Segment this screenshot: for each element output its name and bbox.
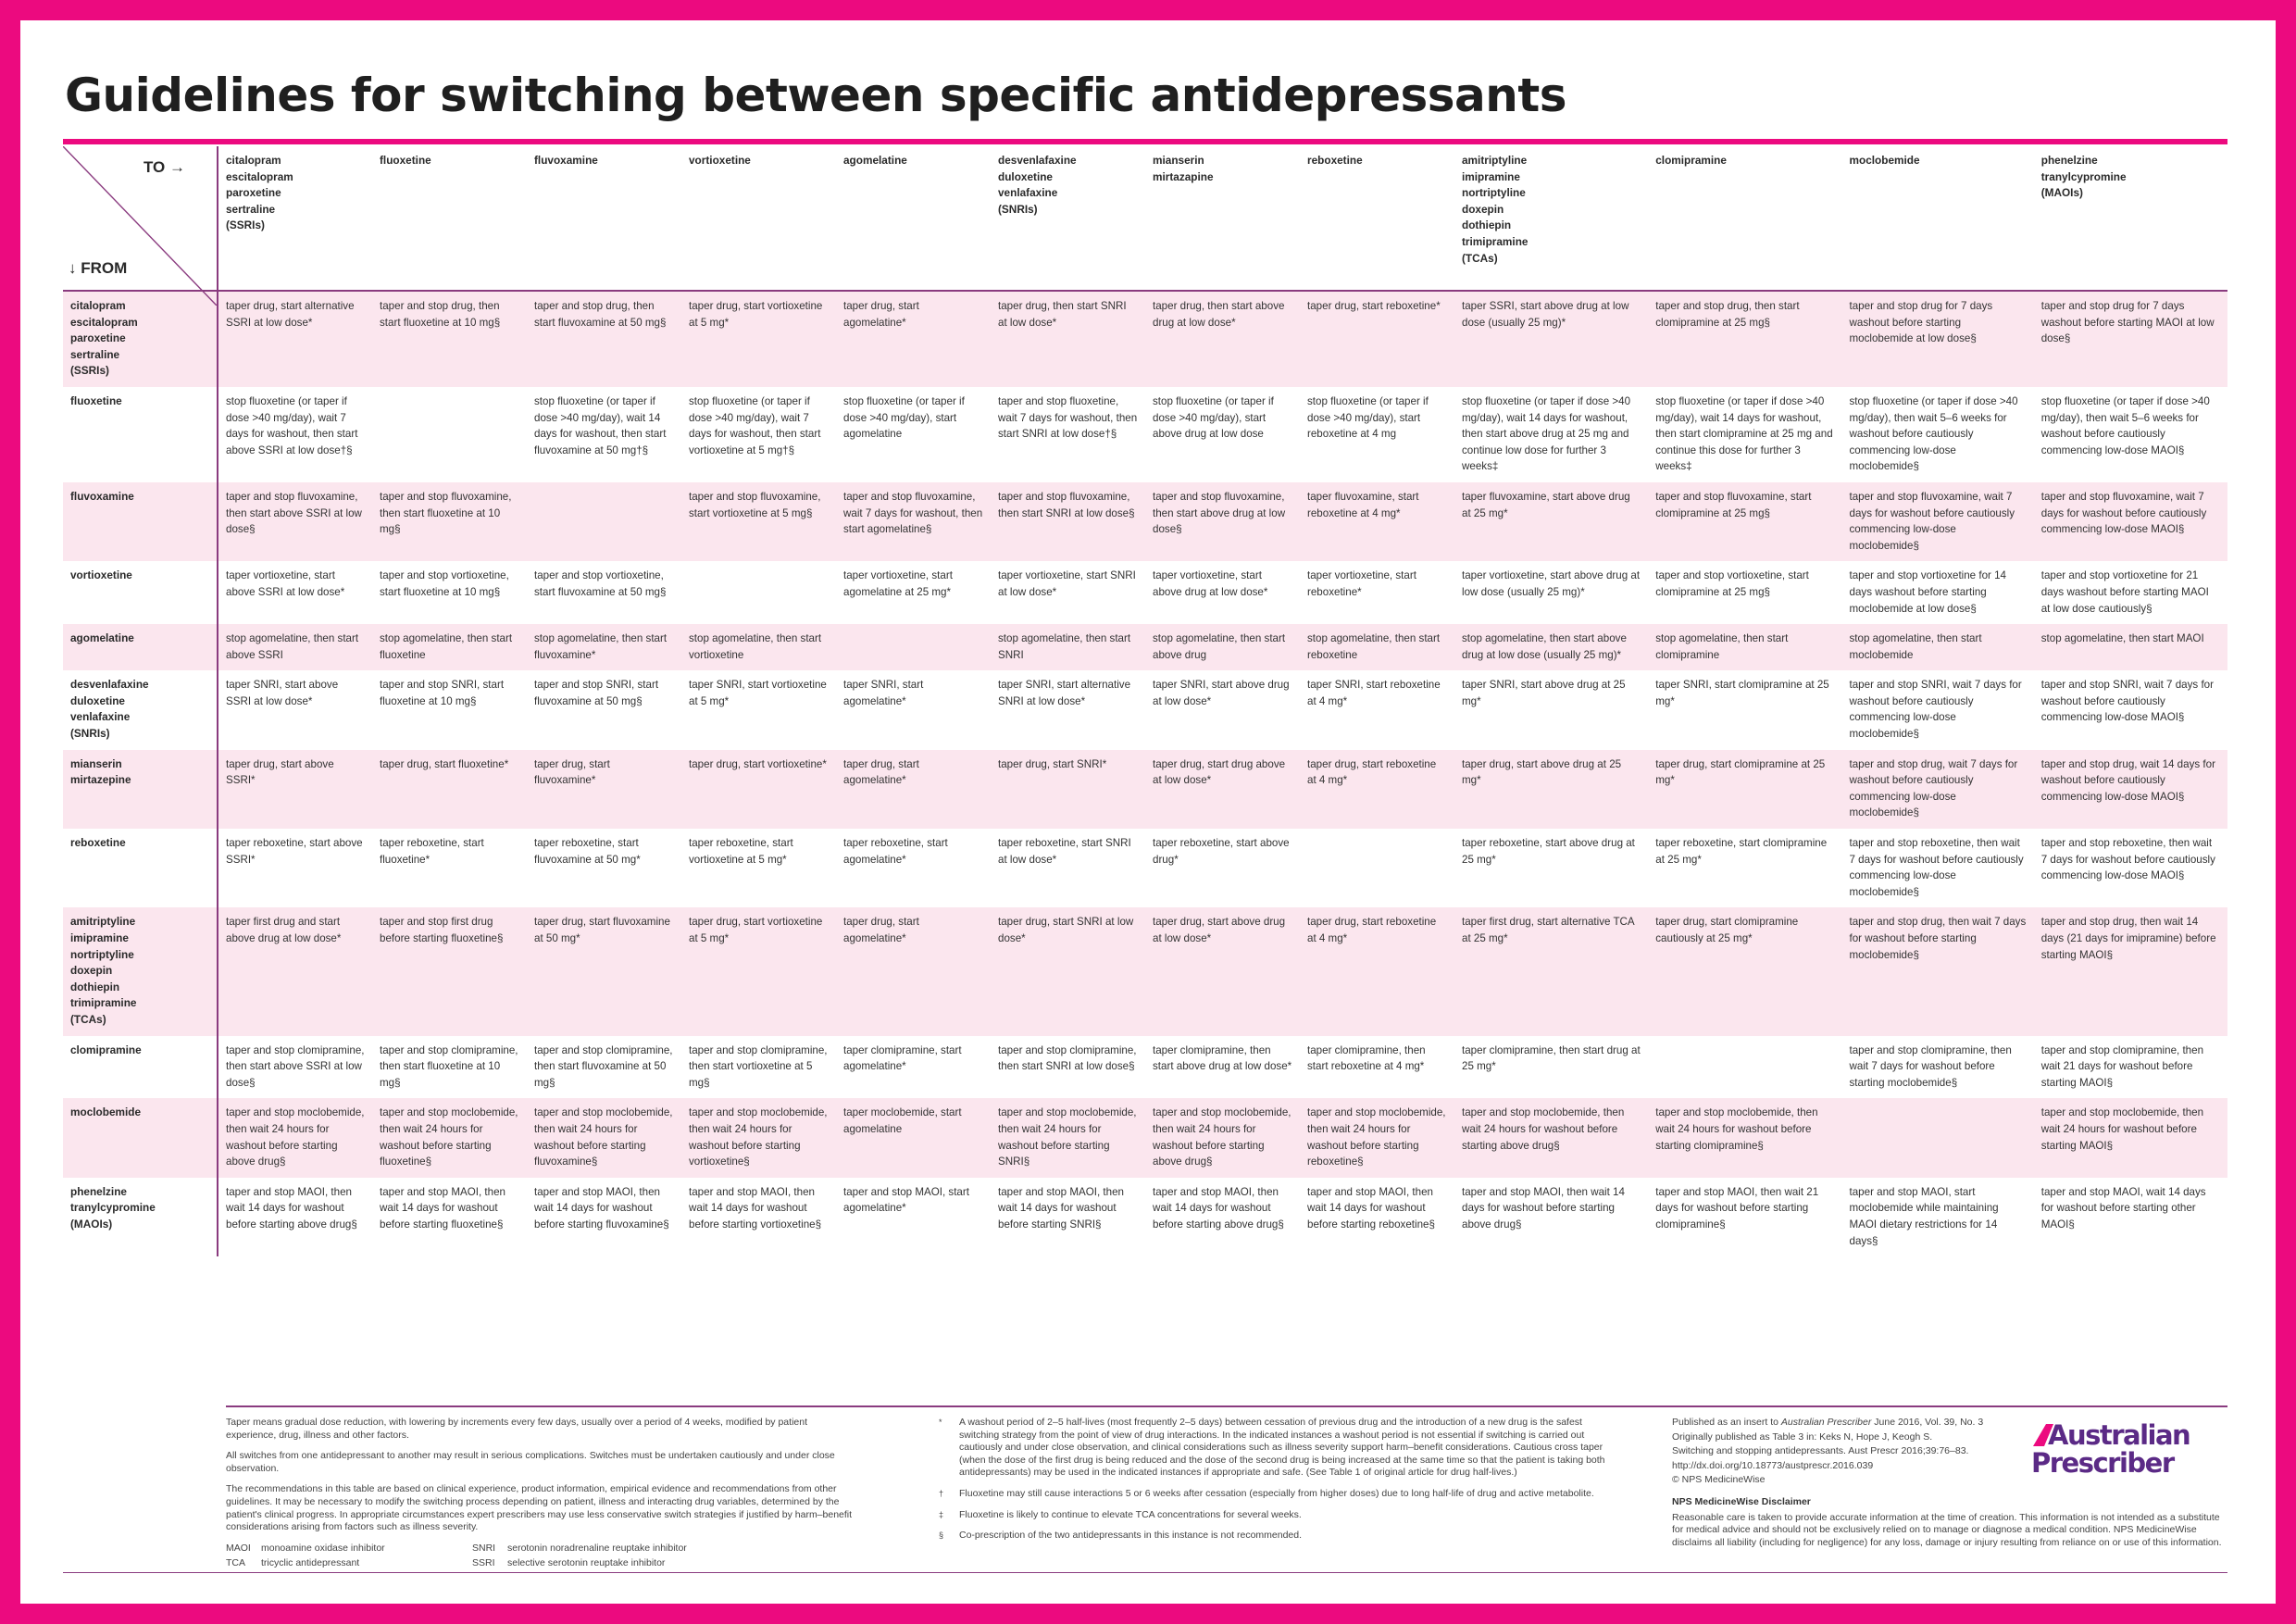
- disclaimer-text: Reasonable care is taken to provide accurate information at the time of creation. This information is not intended as a substitute for medical advice and should not be exclusively relied on to manage or diagnose a medical condition. NPS MedicineWise disclaims all liability (including for negligence) for any loss, damage or injury resulting from reliance on or use of this information.: [1672, 1511, 2222, 1548]
- table-cell: taper drug, start above SSRI*: [218, 750, 372, 829]
- column-header-line: citalopram: [226, 154, 281, 167]
- column-header-line: duloxetine: [998, 169, 1053, 183]
- switching-table: [63, 146, 2227, 1256]
- table-cell: taper and stop moclobemide, then wait 24 hours for washout before starting clomipramine§: [1648, 1098, 1841, 1177]
- row-header-line: vortioxetine: [70, 568, 132, 582]
- abbreviation-list: [226, 1543, 855, 1570]
- column-header-line: imipramine: [1462, 169, 1520, 183]
- table-cell: taper drug, start fluvoxamine at 50 mg*: [527, 907, 681, 1035]
- table-cell: taper and stop MAOI, then wait 14 days for washout before starting above drug§: [226, 1185, 357, 1230]
- table-cell: taper drug, start agomelatine*: [836, 907, 991, 1035]
- column-header: [836, 146, 991, 291]
- table-cell: taper and stop reboxetine, then wait 7 days for washout before cautiously commencing low-dose moclobemide§: [1849, 837, 2024, 898]
- table-cell: taper and stop drug, wait 7 days for washout before cautiously commencing low-dose moclobemide§: [1842, 750, 2034, 829]
- table-cell: taper drug, start above drug at 25 mg*: [1454, 750, 1648, 829]
- column-header-line: escitalopram: [226, 169, 293, 183]
- table-cell: taper drug, start clomipramine cautiously at 25 mg*: [1648, 907, 1841, 1035]
- table-row: [63, 750, 2227, 829]
- row-header-line: sertraline: [70, 347, 120, 361]
- table-cell: stop agomelatine, then start fluoxetine: [372, 624, 527, 670]
- table-cell: taper and stop fluoxetine, wait 7 days for washout, then start SNRI at low dose†§: [998, 394, 1138, 441]
- table-cell: taper and stop fluvoxamine, then start SNRI at low dose§: [991, 482, 1145, 561]
- row-header-line: imipramine: [70, 931, 129, 944]
- table-cell: taper drug, start agomelatine*: [836, 750, 991, 829]
- table-cell: stop fluoxetine (or taper if dose >40 mg/day), then wait 5–6 weeks for washout before cautiously commencing low-dose moclobemide§: [1849, 394, 2018, 473]
- table-cell: taper and stop SNRI, start fluvoxamine at 50 mg§: [534, 679, 659, 707]
- table-cell: taper drug, start SNRI*: [991, 750, 1145, 829]
- doi-link[interactable]: http://dx.doi.org/10.18773/austprescr.2016.039: [1672, 1459, 1874, 1471]
- table-cell: taper first drug, start alternative TCA at 25 mg*: [1454, 907, 1648, 1035]
- table-cell: taper reboxetine, start above drug at 25 mg*: [1462, 837, 1635, 866]
- table-cell: taper SNRI, start above drug at low dose*: [1153, 679, 1290, 707]
- abbr-term: TCA: [226, 1557, 245, 1569]
- footnote-text: Fluoxetine is likely to continue to elevate TCA concentrations for several weeks.: [959, 1508, 1302, 1520]
- footnotes-block: [939, 1417, 1605, 1551]
- abbr-term: SNRI: [472, 1542, 496, 1554]
- table-cell: taper and stop SNRI, start fluoxetine at 10 mg§: [380, 679, 505, 707]
- australian-prescriber-logo: [2029, 1418, 2229, 1478]
- table-cell: taper drug, start reboxetine at 4 mg*: [1300, 907, 1454, 1035]
- row-header-line: reboxetine: [70, 836, 126, 850]
- corner-diagonal: [63, 146, 217, 306]
- table-cell: taper fluvoxamine, start reboxetine at 4 mg*: [1300, 482, 1454, 561]
- row-header-line: mirtazepine: [70, 773, 131, 787]
- table-cell: taper drug, then start SNRI at low dose*: [991, 291, 1145, 387]
- row-header-line: dothiepin: [70, 980, 120, 993]
- column-header-line: paroxetine: [226, 186, 281, 200]
- table-cell: taper vortioxetine, start reboxetine*: [1307, 569, 1416, 598]
- table-cell: taper drug, start fluvoxamine*: [527, 750, 681, 829]
- table-row: [63, 482, 2227, 561]
- table-cell: taper and stop fluvoxamine, start clomipramine at 25 mg§: [1648, 482, 1841, 561]
- column-header-line: clomipramine: [1655, 154, 1727, 167]
- row-header-line: mianserin: [70, 756, 122, 770]
- table-cell: taper and stop MAOI, then wait 14 days for washout before starting SNRI§: [998, 1185, 1124, 1230]
- row-header-line: desvenlafaxine: [70, 678, 149, 692]
- table-body: [63, 291, 2227, 1256]
- table-cell: stop agomelatine, then start above drug at low dose (usually 25 mg)*: [1454, 624, 1648, 670]
- table-cell: taper and stop moclobemide, then wait 24 hours for washout before starting above drug§: [218, 1098, 372, 1177]
- row-header-line: tranylcypromine: [70, 1201, 156, 1215]
- row-header-line: doxepin: [70, 964, 113, 978]
- table-cell: taper drug, start SNRI at low dose*: [991, 907, 1145, 1035]
- table-cell: stop fluoxetine (or taper if dose >40 mg/day), wait 14 days for washout, then start fluvoxamine at 50 mg†§: [534, 394, 667, 456]
- abbr-def: monoamine oxidase inhibitor: [261, 1542, 385, 1554]
- table-cell: taper reboxetine, start agomelatine*: [843, 837, 948, 866]
- table-cell: taper and stop moclobemide, then wait 24 hours for washout before starting vortioxetine§: [681, 1098, 836, 1177]
- column-header: [372, 146, 527, 291]
- row-header-line: fluvoxamine: [70, 489, 134, 503]
- table-cell: taper and stop moclobemide, then wait 24 hours for washout before starting MAOI§: [2034, 1098, 2227, 1177]
- publication-line: [1672, 1417, 1987, 1430]
- table-row: [63, 291, 2227, 387]
- table-cell: taper fluvoxamine, start above drug at 25 mg*: [1454, 482, 1648, 561]
- table-cell: taper and stop vortioxetine, start clomipramine at 25 mg§: [1655, 569, 1809, 598]
- table-cell: stop fluoxetine (or taper if dose >40 mg/day), wait 14 days for washout, then start above drug at 25 mg and continue low dose for further 3 weeks‡: [1462, 394, 1631, 473]
- table-cell: taper drug, start reboxetine*: [1300, 291, 1454, 387]
- table-cell: taper and stop fluvoxamine, wait 7 days for washout before cautiously commencing low-dose MAOI§: [2034, 482, 2227, 561]
- table-cell: [1842, 1098, 2034, 1177]
- table-cell: stop agomelatine, then start fluvoxamine*: [527, 624, 681, 670]
- column-header-line: dothiepin: [1462, 219, 1512, 232]
- column-header-line: moclobemide: [1849, 154, 1920, 167]
- row-header: [63, 1178, 218, 1256]
- table-cell: stop fluoxetine (or taper if dose >40 mg/day), start above drug at low dose: [1153, 394, 1274, 441]
- table-cell: stop agomelatine, then start above SSRI: [218, 624, 372, 670]
- row-header-line: trimipramine: [70, 996, 137, 1010]
- table-cell: stop fluoxetine (or taper if dose >40 mg/day), start reboxetine at 4 mg: [1307, 394, 1429, 441]
- table-cell: taper and stop moclobemide, then wait 24 hours for washout before starting reboxetine§: [1300, 1098, 1454, 1177]
- table-cell: taper and stop MAOI, then wait 14 days for washout before starting reboxetine§: [1307, 1185, 1435, 1230]
- publication-text: June 2016, Vol. 39, No. 3: [1871, 1417, 1984, 1428]
- table-cell: taper and stop vortioxetine, start fluvoxamine at 50 mg§: [534, 569, 667, 598]
- column-header-line: fluoxetine: [380, 154, 431, 167]
- row-header-line: phenelzine: [70, 1184, 127, 1198]
- table-cell: taper first drug and start above drug at low dose*: [218, 907, 372, 1035]
- row-header-line: fluoxetine: [70, 394, 122, 407]
- page-title: Guidelines for switching between specific antidepressants: [65, 69, 1567, 122]
- table-cell: taper and stop vortioxetine for 21 days washout before starting MAOI at low dose cautiously§: [2040, 569, 2209, 615]
- table-cell: [372, 387, 527, 482]
- title-rule: [63, 139, 2227, 144]
- header-row: [63, 146, 2227, 291]
- table-cell: stop fluoxetine (or taper if dose >40 mg/day), wait 14 days for washout, then start clomipramine at 25 mg and continue this dose for further 3 weeks‡: [1655, 394, 1833, 473]
- abbr-def: serotonin noradrenaline reuptake inhibitor: [507, 1542, 687, 1554]
- table-cell: taper vortioxetine, start agomelatine at 25 mg*: [843, 569, 953, 598]
- table-cell: taper and stop MAOI, then wait 14 days for washout before starting above drug§: [1462, 1185, 1625, 1230]
- column-header-line: tranylcypromine: [2040, 169, 2127, 183]
- publication-line: Switching and stopping antidepressants. Aust Prescr 2016;39:76–83.: [1672, 1445, 1969, 1457]
- row-header: [63, 750, 218, 829]
- row-header-line: (MAOIs): [70, 1217, 113, 1230]
- column-header-line: (TCAs): [1462, 251, 1498, 265]
- table-cell: taper drug, start fluoxetine*: [372, 750, 527, 829]
- table-cell: taper drug, start above drug at low dose*: [1145, 907, 1300, 1035]
- table-cell: taper and stop drug, then start fluoxetine at 10 mg§: [372, 291, 527, 387]
- table-cell: stop agomelatine, then start vortioxetine: [681, 624, 836, 670]
- column-header-line: (MAOIs): [2040, 186, 2083, 200]
- table-cell: stop fluoxetine (or taper if dose >40 mg/day), start agomelatine: [843, 394, 965, 441]
- table-cell: taper drug, start agomelatine*: [836, 291, 991, 387]
- abbr-def: selective serotonin reuptake inhibitor: [507, 1557, 666, 1569]
- from-label: ↓ FROM: [69, 259, 128, 278]
- row-header-line: agomelatine: [70, 631, 134, 645]
- copyright: © NPS MedicineWise: [1672, 1474, 1766, 1486]
- table-cell: [836, 624, 991, 670]
- table-cell: taper and stop fluvoxamine, start vortioxetine at 5 mg§: [681, 482, 836, 561]
- table-cell: taper and stop MAOI, then wait 14 days for washout before starting fluvoxamine§: [534, 1185, 669, 1230]
- table-cell: [1648, 1036, 1841, 1099]
- disclaimer-heading: NPS MedicineWise Disclaimer: [1672, 1496, 1811, 1507]
- table-cell: taper and stop fluvoxamine, then start fluoxetine at 10 mg§: [372, 482, 527, 561]
- table-cell: taper and stop drug, then start clomipramine at 25 mg§: [1648, 291, 1841, 387]
- column-header: [527, 146, 681, 291]
- footnote-symbol: *: [939, 1418, 942, 1427]
- row-header-line: moclobemide: [70, 1106, 142, 1119]
- table-cell: taper and stop vortioxetine, start fluoxetine at 10 mg§: [380, 569, 509, 598]
- column-header: [218, 146, 372, 291]
- row-header: [63, 829, 218, 907]
- table-cell: taper and stop MAOI, then wait 14 days for washout before starting above drug§: [1153, 1185, 1284, 1230]
- footnote-symbol: †: [939, 1488, 944, 1498]
- row-header: [63, 482, 218, 561]
- table-cell: taper SNRI, start vortioxetine at 5 mg*: [689, 679, 827, 707]
- footnote: [939, 1509, 1605, 1522]
- column-header-line: mianserin: [1153, 154, 1204, 167]
- row-header: [63, 1036, 218, 1099]
- footnote: [939, 1417, 1605, 1480]
- table-cell: taper and stop moclobemide, then wait 24 hours for washout before starting above drug§: [1145, 1098, 1300, 1177]
- table-cell: [1300, 829, 1454, 907]
- row-header-line: duloxetine: [70, 693, 125, 707]
- row-header-line: (SNRIs): [70, 727, 110, 741]
- table-cell: taper and stop drug, then wait 14 days (21 days for imipramine) before starting MAOI§: [2034, 907, 2227, 1035]
- publication-line: Originally published as Table 3 in: Keks N, Hope J, Keogh S.: [1672, 1430, 1933, 1443]
- footer-rule: [226, 1405, 2227, 1407]
- table-cell: taper and stop drug for 7 days washout before starting MAOI at low dose§: [2034, 291, 2227, 387]
- table-cell: stop agomelatine, then start clomipramine: [1648, 624, 1841, 670]
- footnote-symbol: §: [939, 1530, 944, 1541]
- note-paragraph: All switches from one antidepressant to another may result in serious complications. Switches must be undertaken cautiously and under close observation.: [226, 1450, 835, 1474]
- table-cell: taper reboxetine, start fluoxetine*: [380, 837, 484, 866]
- table-cell: taper drug, start drug above at low dose*: [1145, 750, 1300, 829]
- table-row: [63, 670, 2227, 749]
- table-cell: taper and stop reboxetine, then wait 7 days for washout before cautiously commencing low-dose MAOI§: [2040, 837, 2215, 882]
- table-cell: taper and stop fluvoxamine, wait 7 days for washout, then start agomelatine§: [836, 482, 991, 561]
- table-cell: taper and stop moclobemide, then wait 24 hours for washout before starting SNRI§: [991, 1098, 1145, 1177]
- column-header-line: venlafaxine: [998, 186, 1058, 200]
- logo-text: Prescriber: [2031, 1447, 2174, 1478]
- column-header-line: (SNRIs): [998, 202, 1038, 216]
- column-header: [1145, 146, 1300, 291]
- column-header-line: sertraline: [226, 202, 276, 216]
- table-cell: taper and stop clomipramine, then start SNRI at low dose§: [998, 1043, 1137, 1073]
- logo-text: Australian: [2048, 1419, 2190, 1451]
- table-cell: taper SNRI, start agomelatine*: [843, 679, 924, 707]
- column-header-line: agomelatine: [843, 154, 907, 167]
- journal-name: Australian Prescriber: [1780, 1417, 1872, 1428]
- column-header-line: (SSRIs): [226, 219, 265, 232]
- table-cell: taper and stop clomipramine, then start fluvoxamine at 50 mg§: [534, 1043, 673, 1089]
- table-cell: taper SNRI, start reboxetine at 4 mg*: [1307, 679, 1441, 707]
- footnote: [939, 1530, 1605, 1543]
- abbr-def: tricyclic antidepressant: [261, 1557, 360, 1569]
- row-header: [63, 624, 218, 670]
- table-cell: taper moclobemide, start agomelatine: [836, 1098, 991, 1177]
- table-cell: taper and stop SNRI, wait 7 days for washout before cautiously commencing low-dose MAOI§: [2040, 679, 2214, 724]
- notes-block: [226, 1417, 855, 1570]
- table-cell: [681, 561, 836, 624]
- table-cell: stop fluoxetine (or taper if dose >40 mg/day), wait 7 days for washout, then start vortioxetine at 5 mg†§: [689, 394, 821, 456]
- row-header-line: venlafaxine: [70, 710, 131, 724]
- table-cell: taper and stop MAOI, start moclobemide while maintaining MAOI dietary restrictions for 14 days§: [1849, 1185, 1999, 1247]
- table-cell: taper reboxetine, start above SSRI*: [226, 837, 363, 866]
- table-cell: taper and stop clomipramine, then start vortioxetine at 5 mg§: [689, 1043, 828, 1089]
- footnote-symbol: ‡: [939, 1509, 944, 1519]
- table-cell: taper and stop drug for 7 days washout before starting moclobemide at low dose§: [1842, 291, 2034, 387]
- column-header-line: desvenlafaxine: [998, 154, 1077, 167]
- table-cell: taper SNRI, start alternative SNRI at low dose*: [998, 679, 1131, 707]
- column-header-line: nortriptyline: [1462, 186, 1526, 200]
- table-cell: taper and stop drug, then wait 7 days for washout before starting moclobemide§: [1842, 907, 2034, 1035]
- table-cell: [527, 482, 681, 561]
- row-header-line: (SSRIs): [70, 364, 109, 378]
- table-cell: stop fluoxetine (or taper if dose >40 mg/day), then wait 5–6 weeks for washout before cautiously commencing low-dose MAOI§: [2040, 394, 2210, 456]
- table-row: [63, 1098, 2227, 1177]
- row-header: [63, 907, 218, 1035]
- table-row: [63, 624, 2227, 670]
- to-label: TO →: [143, 158, 185, 176]
- column-header: [1842, 146, 2034, 291]
- table-cell: taper and stop MAOI, then wait 14 days for washout before starting vortioxetine§: [689, 1185, 822, 1230]
- row-header: [63, 1098, 218, 1177]
- table-cell: stop agomelatine, then start MAOI: [2034, 624, 2227, 670]
- column-header-line: doxepin: [1462, 202, 1504, 216]
- column-header-line: fluvoxamine: [534, 154, 598, 167]
- row-header-line: (TCAs): [70, 1012, 106, 1026]
- row-header: [63, 561, 218, 624]
- table-cell: taper and stop clomipramine, then start above SSRI at low dose§: [226, 1043, 365, 1089]
- footnote-text: Fluoxetine may still cause interactions 5 or 6 weeks after cessation (especially from higher doses) due to long half-life of drug and active metabolite.: [959, 1487, 1594, 1499]
- row-header-line: escitalopram: [70, 315, 138, 329]
- table-cell: taper reboxetine, start vortioxetine at 5 mg*: [689, 837, 793, 866]
- table-cell: taper clomipramine, start agomelatine*: [843, 1043, 962, 1073]
- table-cell: taper clomipramine, then start reboxetine at 4 mg*: [1307, 1043, 1426, 1073]
- abbr-term: SSRI: [472, 1557, 495, 1569]
- column-header-line: vortioxetine: [689, 154, 751, 167]
- column-header: [1300, 146, 1454, 291]
- column-header: [1454, 146, 1648, 291]
- table-cell: taper SSRI, start above drug at low dose (usually 25 mg)*: [1454, 291, 1648, 387]
- table-cell: taper and stop clomipramine, then start fluoxetine at 10 mg§: [380, 1043, 518, 1089]
- row-header-line: nortriptyline: [70, 947, 134, 961]
- table-cell: taper and stop vortioxetine for 14 days washout before starting moclobemide at low dose§: [1849, 569, 2007, 615]
- corner-cell: [63, 146, 218, 291]
- table-cell: taper and stop moclobemide, then wait 24 hours for washout before starting fluoxetine§: [372, 1098, 527, 1177]
- table-cell: taper and stop fluvoxamine, then start above SSRI at low dose§: [218, 482, 372, 561]
- row-header-line: amitriptyline: [70, 915, 136, 929]
- table-cell: taper clomipramine, then start above drug at low dose*: [1153, 1043, 1292, 1073]
- table-cell: taper and stop moclobemide, then wait 24 hours for washout before starting above drug§: [1454, 1098, 1648, 1177]
- table-cell: taper drug, start alternative SSRI at low dose*: [218, 291, 372, 387]
- row-header-line: paroxetine: [70, 331, 126, 345]
- table-cell: taper vortioxetine, start above drug at low dose*: [1153, 569, 1268, 598]
- table-cell: taper and stop first drug before starting fluoxetine§: [372, 907, 527, 1035]
- publication-text: Published as an insert to: [1672, 1417, 1781, 1428]
- footnote-text: A washout period of 2–5 half-lives (most frequently 2–5 days) between cessation of previous drug and the introduction of a new drug is the safest switching strategy from the point of view of drug interactions. In the indicated instances a washout period is not essential if switching is carried out cautiously and under close observation, and clinical considerations such as illness severity support harm–benefit considerations. Cautious cross taper (when the dose of the first drug is being reduced and the dose of the second drug is being increased at the same time so that the patient is taking both antidepressants) may be used in the indicated instances if appropriate and safe. (See Table 1 of original article for drug half-lives.): [959, 1417, 1605, 1479]
- table-row: [63, 1036, 2227, 1099]
- table-row: [63, 907, 2227, 1035]
- table-cell: taper drug, then start above drug at low dose*: [1145, 291, 1300, 387]
- table-cell: taper and stop fluvoxamine, wait 7 days for washout before cautiously commencing low-dose moclobemide§: [1842, 482, 2034, 561]
- table-cell: stop agomelatine, then start moclobemide: [1842, 624, 2034, 670]
- footnote-text: Co-prescription of the two antidepressants in this instance is not recommended.: [959, 1530, 1303, 1542]
- table-cell: stop fluoxetine (or taper if dose >40 mg/day), wait 7 days for washout, then start above SSRI at low dose†§: [226, 394, 358, 456]
- column-header: [2034, 146, 2227, 291]
- table-cell: taper and stop MAOI, then wait 14 days for washout before starting fluoxetine§: [380, 1185, 505, 1230]
- column-header-line: amitriptyline: [1462, 154, 1528, 167]
- table-cell: taper and stop MAOI, start agomelatine*: [843, 1185, 969, 1215]
- table-cell: stop agomelatine, then start SNRI: [991, 624, 1145, 670]
- abbr-term: MAOI: [226, 1542, 251, 1554]
- poster: [20, 20, 2276, 1604]
- publication-info: [1672, 1417, 1987, 1489]
- table-cell: taper and stop SNRI, wait 7 days for washout before cautiously commencing low-dose moclobemide§: [1849, 679, 2022, 741]
- disclaimer: [1672, 1496, 2227, 1549]
- table-cell: taper and stop clomipramine, then wait 21 days for washout before starting MAOI§: [2040, 1043, 2204, 1089]
- note-paragraph: Taper means gradual dose reduction, with lowering by increments every few days, usually over a period of 4 weeks, modified by patient experience, drug, illness and other factors.: [226, 1417, 807, 1441]
- table-cell: taper vortioxetine, start SNRI at low dose*: [998, 569, 1136, 598]
- column-header: [991, 146, 1145, 291]
- column-header-line: reboxetine: [1307, 154, 1363, 167]
- table-cell: taper and stop drug, then start fluvoxamine at 50 mg§: [527, 291, 681, 387]
- table-cell: taper and stop fluvoxamine, then start above drug at low dose§: [1145, 482, 1300, 561]
- table-cell: stop agomelatine, then start reboxetine: [1300, 624, 1454, 670]
- table-cell: taper reboxetine, start SNRI at low dose*: [998, 837, 1131, 866]
- table-cell: taper vortioxetine, start above SSRI at low dose*: [226, 569, 345, 598]
- row-header-line: clomipramine: [70, 1043, 142, 1056]
- table-cell: taper drug, start clomipramine at 25 mg*: [1648, 750, 1841, 829]
- column-header-line: phenelzine: [2040, 154, 2098, 167]
- table-cell: stop agomelatine, then start above drug: [1145, 624, 1300, 670]
- table-cell: taper drug, start reboxetine at 4 mg*: [1300, 750, 1454, 829]
- table-cell: taper SNRI, start above SSRI at low dose*: [226, 679, 339, 707]
- row-header: [63, 387, 218, 482]
- column-header: [1648, 146, 1841, 291]
- table-cell: taper and stop MAOI, then wait 21 days for washout before starting clomipramine§: [1655, 1185, 1819, 1230]
- table-cell: taper reboxetine, start above drug*: [1153, 837, 1290, 866]
- table-cell: taper reboxetine, start clomipramine at 25 mg*: [1655, 837, 1828, 866]
- footnote: [939, 1488, 1605, 1501]
- table-row: [63, 387, 2227, 482]
- column-header: [681, 146, 836, 291]
- row-header-line: citalopram: [70, 299, 126, 312]
- bottom-rule: [63, 1572, 2227, 1573]
- table-cell: taper reboxetine, start fluvoxamine at 50 mg*: [534, 837, 641, 866]
- table-cell: taper and stop drug, wait 14 days for washout before cautiously commencing low-dose MAOI§: [2034, 750, 2227, 829]
- column-header-line: trimipramine: [1462, 234, 1529, 248]
- row-header: [63, 670, 218, 749]
- table-cell: taper and stop MAOI, wait 14 days for washout before starting other MAOI§: [2040, 1185, 2206, 1230]
- note-paragraph: The recommendations in this table are based on clinical experience, product information, empirical evidence and recommendations from other guidelines. It may be necessary to modify the switching process depending on patient, illness and interacting drug variables, determined by the patient's clinical progress. In appropriate circumstances expert prescribers may use less conservative switch strategies if justified by harm–benefit considerations arising from factors such as illness severity.: [226, 1483, 853, 1533]
- table-row: [63, 829, 2227, 907]
- table-cell: taper and stop clomipramine, then wait 7 days for washout before starting moclobemide§: [1849, 1043, 2012, 1089]
- table-cell: taper drug, start vortioxetine at 5 mg*: [681, 907, 836, 1035]
- table-cell: taper SNRI, start above drug at 25 mg*: [1462, 679, 1626, 707]
- table-cell: taper clomipramine, then start drug at 25 mg*: [1462, 1043, 1641, 1073]
- table-row: [63, 1178, 2227, 1256]
- table-cell: taper drug, start vortioxetine*: [681, 750, 836, 829]
- table-cell: taper drug, start vortioxetine at 5 mg*: [681, 291, 836, 387]
- column-header-line: mirtazapine: [1153, 169, 1214, 183]
- table-cell: taper and stop moclobemide, then wait 24 hours for washout before starting fluvoxamine§: [527, 1098, 681, 1177]
- table-cell: taper vortioxetine, start above drug at low dose (usually 25 mg)*: [1462, 569, 1641, 598]
- table-cell: taper SNRI, start clomipramine at 25 mg*: [1655, 679, 1829, 707]
- table-row: [63, 561, 2227, 624]
